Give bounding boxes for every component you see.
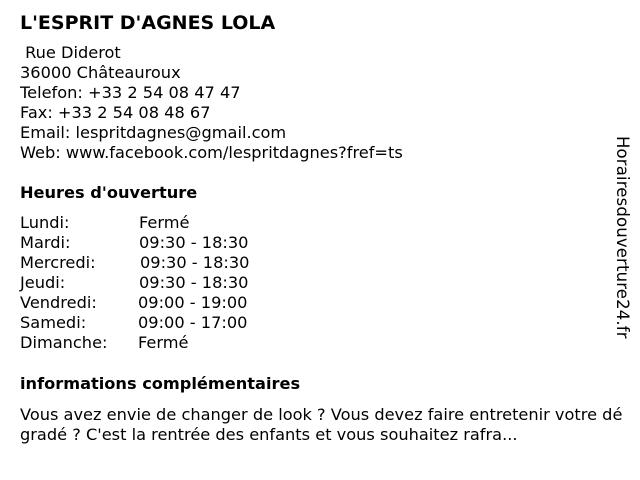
hours-row-saturday <box>20 313 320 333</box>
opening-hours-table <box>20 213 320 353</box>
hours-row-tuesday <box>20 233 320 253</box>
street-address: Rue Diderot <box>20 43 121 62</box>
day-label: Mardi: <box>20 233 71 252</box>
email-address: Email: lespritdagnes@gmail.com <box>20 123 287 142</box>
day-hours: 09:30 - 18:30 <box>139 233 249 252</box>
website-url: Web: www.facebook.com/lespritdagnes?fref=ts <box>20 143 403 162</box>
watermark-text: Horairesdouverture24.fr <box>613 136 632 339</box>
day-hours: 09:30 - 18:30 <box>139 273 249 292</box>
day-label: Dimanche: <box>20 333 108 352</box>
site-watermark <box>612 136 632 366</box>
day-hours: 09:30 - 18:30 <box>140 253 250 272</box>
hours-row-thursday <box>20 273 320 293</box>
opening-hours-heading: Heures d'ouverture <box>20 183 198 202</box>
phone-number: Telefon: +33 2 54 08 47 47 <box>20 83 241 102</box>
hours-row-sunday <box>20 333 320 353</box>
day-hours: 09:00 - 19:00 <box>138 293 248 312</box>
hours-row-monday <box>20 213 320 233</box>
city-address: 36000 Châteauroux <box>20 63 181 82</box>
day-label: Lundi: <box>20 213 70 232</box>
day-label: Jeudi: <box>20 273 66 292</box>
day-hours: Fermé <box>138 333 189 352</box>
additional-info-heading: informations complémentaires <box>20 374 301 393</box>
fax-number: Fax: +33 2 54 08 48 67 <box>20 103 211 122</box>
business-name: L'ESPRIT D'AGNES LOLA <box>20 12 276 34</box>
day-hours: Fermé <box>139 213 190 232</box>
hours-row-wednesday <box>20 253 320 273</box>
day-label: Samedi: <box>20 313 87 332</box>
day-label: Vendredi: <box>20 293 97 312</box>
contact-block <box>20 43 403 163</box>
day-label: Mercredi: <box>20 253 96 272</box>
day-hours: 09:00 - 17:00 <box>138 313 248 332</box>
additional-info-text: Vous avez envie de changer de look ? Vous devez faire entretenir votre dégradé ? C'est la rentrée des enfants et vous souhaitez rafra... <box>20 405 623 444</box>
hours-row-friday <box>20 293 320 313</box>
